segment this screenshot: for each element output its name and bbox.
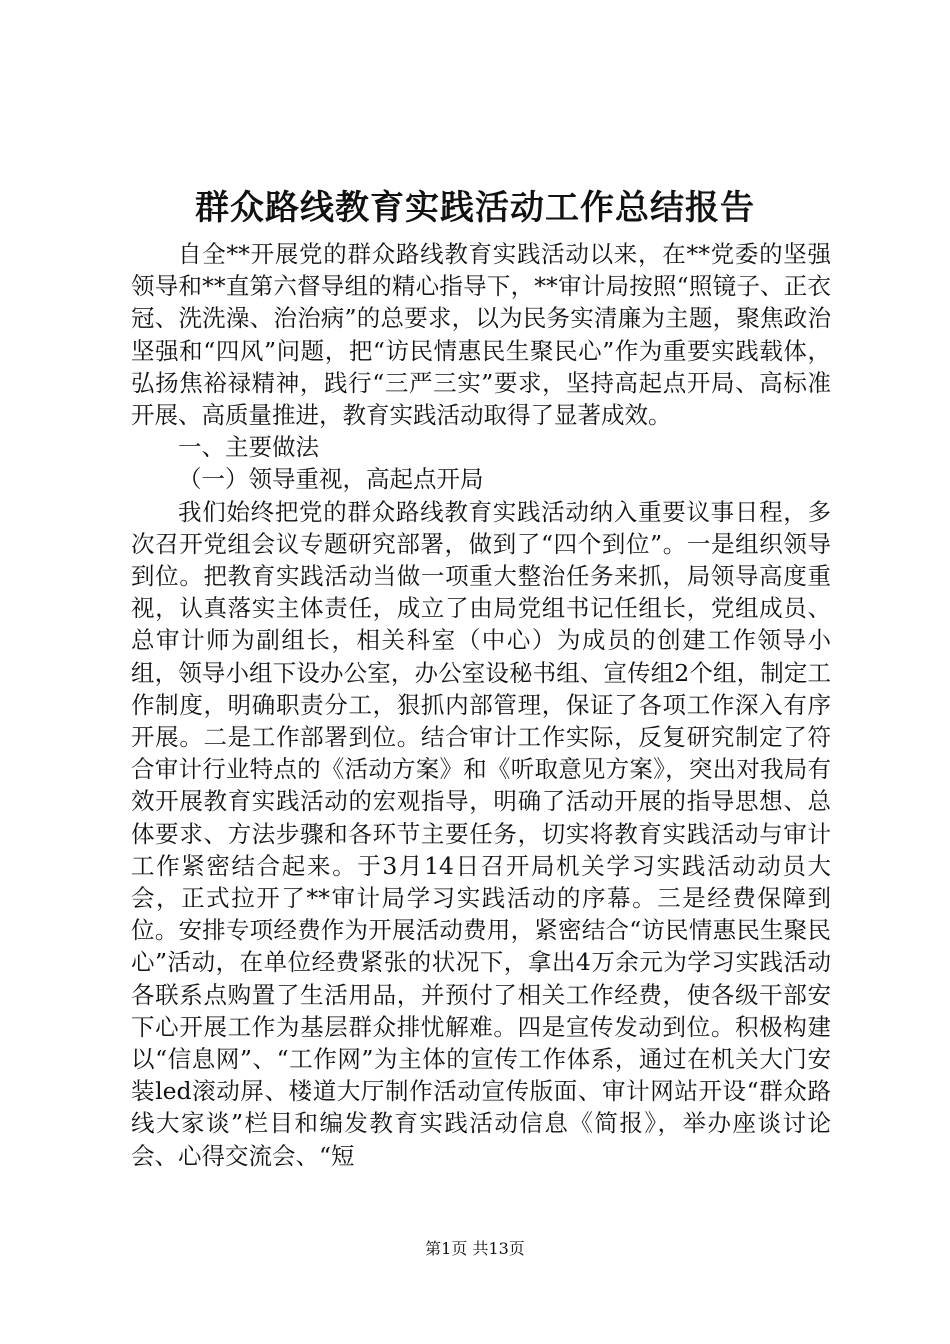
section-heading: 一、主要做法	[178, 433, 319, 462]
paragraph-intro: 自全**开展党的群众路线教育实践活动以来，在**党委的坚强领导和**直第六督导组的精心指导下，**审计局按照“照镜子、正衣冠、洗洗澡、治治病”的总要求，以为民务实清廉为主题，聚焦政治坚强和“四风”问题，把“访民情惠民生聚民心”作为重要实践载体，弘扬焦裕禄精神，践行“三严三实”要求，坚持高起点开局、高标准开展、高质量推进，教育实践活动取得了显著成效。	[131, 240, 831, 430]
document-body	[131, 238, 831, 1172]
paragraph-body: 我们始终把党的群众路线教育实践活动纳入重要议事日程，多次召开党组会议专题研究部署，做到了“四个到位”。一是组织领导到位。把教育实践活动当做一项重大整治任务来抓，局领导高度重视，认真落实主体责任，成立了由局党组书记任组长，党组成员、总审计师为副组长，相关科室（中心）为成员的创建工作领导小组，领导小组下设办公室，办公室设秘书组、宣传组2个组，制定工作制度，明确职责分工，狠抓内部管理，保证了各项工作深入有序开展。二是工作部署到位。结合审计工作实际，反复研究制定了符合审计行业特点的《活动方案》和《听取意见方案》，突出对我局有效开展教育实践活动的宏观指导，明确了活动开展的指导思想、总体要求、方法步骤和各环节主要任务，切实将教育实践活动与审计工作紧密结合起来。于3月14日召开局机关学习实践活动动员大会，正式拉开了**审计局学习实践活动的序幕。三是经费保障到位。安排专项经费作为开展活动费用，紧密结合“访民情惠民生聚民心”活动，在单位经费紧张的状况下，拿出4万余元为学习实践活动各联系点购置了生活用品，并预付了相关工作经费，使各级干部安下心开展工作为基层群众排忧解难。四是宣传发动到位。积极构建以“信息网”、“工作网”为主体的宣传工作体系，通过在机关大门安装led滚动屏、楼道大厅制作活动宣传版面、审计网站开设“群众路线大家谈”栏目和编发教育实践活动信息《简报》，举办座谈讨论会、心得交流会、“短	[131, 497, 831, 1170]
subsection-heading: （一）领导重视，高起点开局	[178, 465, 484, 494]
page-footer: 第1页 共13页	[425, 1239, 525, 1258]
document-title: 群众路线教育实践活动工作总结报告	[195, 188, 755, 228]
